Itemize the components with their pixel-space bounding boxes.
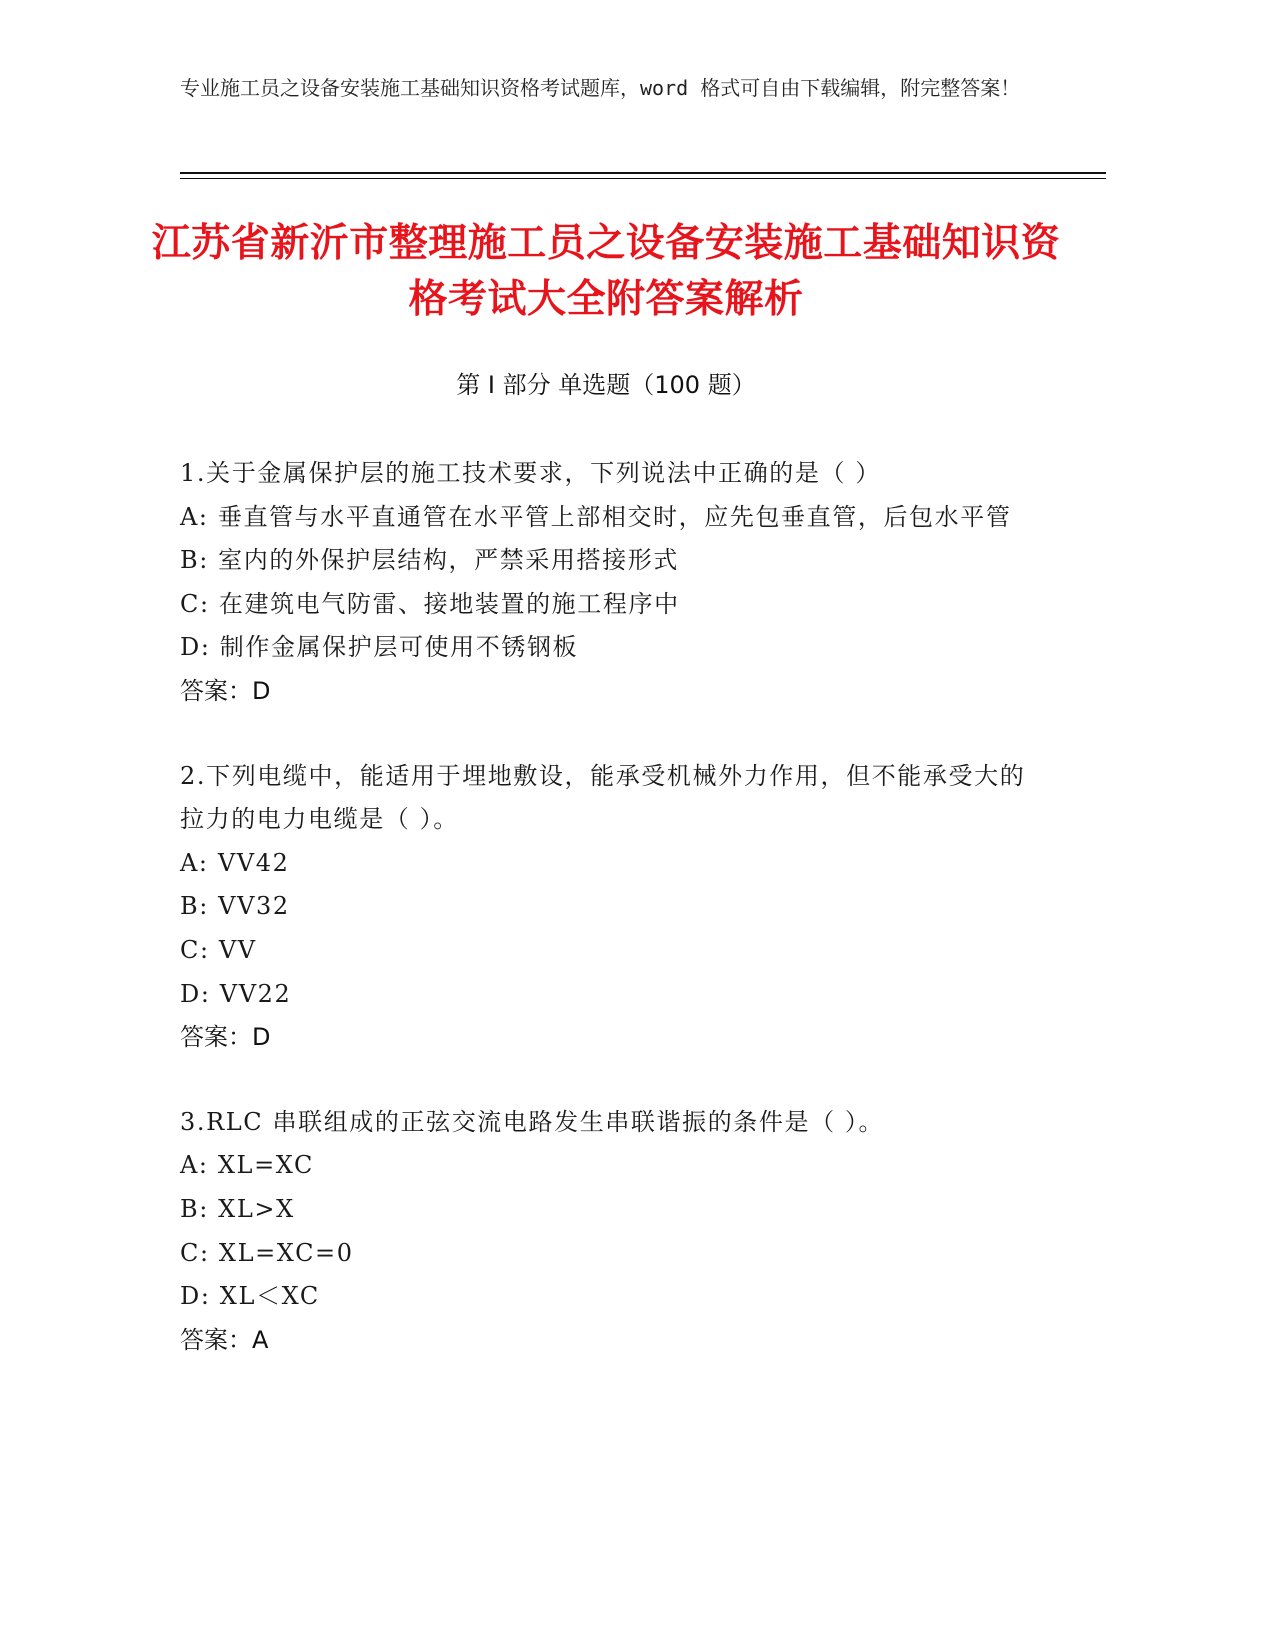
question-1 xyxy=(180,452,1030,714)
question-stem: 3.RLC 串联组成的正弦交流电路发生串联谐振的条件是（ ）。 xyxy=(180,1107,885,1136)
answer: 答案：D xyxy=(180,676,271,705)
question-stem: 1.关于金属保护层的施工技术要求，下列说法中正确的是（ ） xyxy=(180,459,881,487)
option-d: D: VV22 xyxy=(180,979,292,1008)
option-b: B: 室内的外保护层结构，严禁采用搭接形式 xyxy=(180,546,679,575)
header-divider-thick xyxy=(180,172,1106,174)
question-stem: 2.下列电缆中，能适用于埋地敷设，能承受机械外力作用，但不能承受大的拉力的电力电缆是（ ）。 xyxy=(180,761,1026,834)
answer: 答案：D xyxy=(180,1023,271,1052)
header-divider-thin xyxy=(180,178,1106,179)
question-3 xyxy=(180,1101,1030,1363)
option-a: A: 垂直管与水平直通管在水平管上部相交时，应先包垂直管，后包水平管 xyxy=(180,502,1012,531)
header-note: 专业施工员之设备安装施工基础知识资格考试题库，word 格式可自由下载编辑，附完整答案！ xyxy=(180,76,1021,100)
section-heading: 第 I 部分 单选题（100 题） xyxy=(456,371,756,399)
option-c: C: XL=XC=0 xyxy=(180,1238,354,1267)
option-c: C: VV xyxy=(180,935,257,964)
option-a: A: XL=XC xyxy=(180,1151,315,1180)
option-c: C: 在建筑电气防雷、接地装置的施工程序中 xyxy=(180,589,680,618)
option-d: D: XL＜XC xyxy=(180,1282,320,1311)
question-list xyxy=(180,452,1030,1403)
option-d: D: 制作金属保护层可使用不锈钢板 xyxy=(180,633,579,662)
document-title: 江苏省新沂市整理施工员之设备安装施工基础知识资格考试大全附答案解析 xyxy=(151,221,1061,322)
question-2 xyxy=(180,755,1030,1060)
answer: 答案：A xyxy=(180,1325,269,1354)
option-a: A: VV42 xyxy=(180,848,290,877)
option-b: B: XL>X xyxy=(180,1194,295,1223)
option-b: B: VV32 xyxy=(180,892,290,921)
